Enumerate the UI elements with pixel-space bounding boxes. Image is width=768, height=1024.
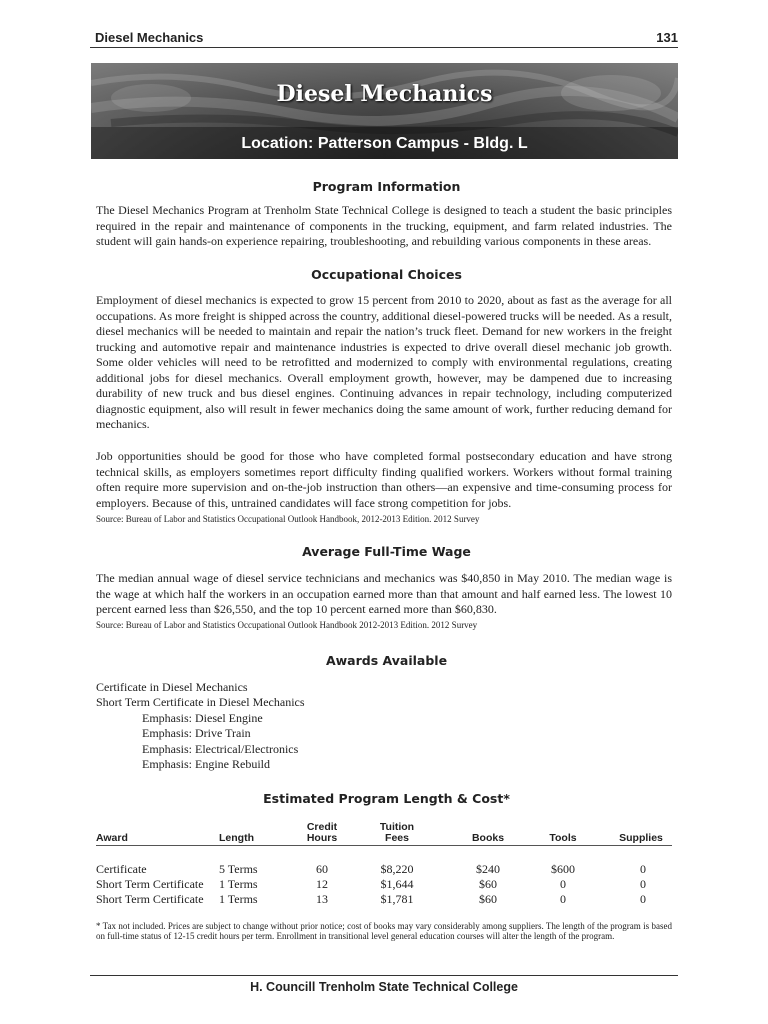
table-header-rule xyxy=(96,845,672,846)
wage-source: Source: Bureau of Labor and Statistics Occupational Outlook Handbook 2012-2013 Edition. 2012 Survey xyxy=(96,620,478,630)
wage-text: The median annual wage of diesel service technicians and mechanics was $40,850 in May 2010. The median wage is the wage at which half the workers in an occupation earned more than that amount and half earned less. The lowest 10 percent earned less than $26,550, and the top 10 percent earned more than $60,830. xyxy=(96,571,672,616)
footer-institution: H. Councill Trenholm State Technical College xyxy=(250,980,518,994)
awards-heading: Awards Available xyxy=(325,653,448,668)
award-emphasis: Emphasis: Diesel Engine xyxy=(142,711,263,725)
header-rule xyxy=(90,47,678,48)
occupational-heading: Occupational Choices xyxy=(311,267,462,282)
col-header-credit-line2: Hours xyxy=(306,832,338,844)
award-item: Certificate in Diesel Mechanics xyxy=(96,680,248,694)
cell-fees: $1,781 xyxy=(380,892,414,906)
col-header-award: Award xyxy=(96,832,128,844)
award-emphasis: Emphasis: Engine Rebuild xyxy=(142,757,270,771)
banner-location: Location: Patterson Campus - Bldg. L xyxy=(241,135,528,152)
award-emphasis: Emphasis: Drive Train xyxy=(142,726,251,740)
cell-length: 1 Terms xyxy=(219,877,258,891)
cost-heading: Estimated Program Length & Cost* xyxy=(263,791,510,806)
award-item: Short Term Certificate in Diesel Mechanics xyxy=(96,695,305,709)
cell-supplies: 0 xyxy=(640,877,646,891)
col-header-tools: Tools xyxy=(549,832,577,844)
cell-hours: 13 xyxy=(316,892,328,906)
cell-supplies: 0 xyxy=(640,892,646,906)
cell-award: Certificate xyxy=(96,862,147,876)
wage-heading: Average Full-Time Wage xyxy=(302,544,471,559)
award-emphasis: Emphasis: Electrical/Electronics xyxy=(142,742,299,756)
cell-award: Short Term Certificate xyxy=(96,877,204,891)
cell-hours: 12 xyxy=(316,877,328,891)
col-header-credit-hours xyxy=(290,822,354,844)
header-page-number: 131 xyxy=(656,30,678,45)
col-header-tuition-line2: Fees xyxy=(385,832,409,844)
cell-tools: 0 xyxy=(560,877,566,891)
program-info-text: The Diesel Mechanics Program at Trenholm State Technical College is designed to teach a student the basic principles required in the repair and maintenance of components in the trucking, equipment, and farm related industries. The student will gain hands-on experience repairing, troubleshooting, and rebuilding various components in these areas. xyxy=(96,203,672,248)
banner-title: Diesel Mechanics xyxy=(276,81,493,107)
cell-fees: $1,644 xyxy=(380,877,414,891)
col-header-length: Length xyxy=(219,832,254,844)
occupational-paragraph-2: Job opportunities should be good for those who have completed formal postsecondary education and have strong technical skills, as employers sometimes report difficulty finding qualified workers. Workers without formal training often require more supervision and on-the-job instruction than others—an expensive and time-consuming process for employers. Because of this, untrained candidates will face strong competition for jobs. xyxy=(96,449,672,510)
cell-award: Short Term Certificate xyxy=(96,892,204,906)
cell-hours: 60 xyxy=(316,862,328,876)
cost-footnote: * Tax not included. Prices are subject to change without prior notice; cost of books may vary considerably among suppliers. The length of the program is based on full-time status of 12-15 credit hours per term. Enrollment in transitional level general education courses will alter the length of the program. xyxy=(96,921,672,941)
cell-tools: 0 xyxy=(560,892,566,906)
cell-tools: $600 xyxy=(551,862,575,876)
cell-supplies: 0 xyxy=(640,862,646,876)
header-section-title: Diesel Mechanics xyxy=(95,30,204,45)
program-banner xyxy=(91,63,678,159)
cell-length: 5 Terms xyxy=(219,862,258,876)
col-header-credit-line1: Credit xyxy=(306,821,338,833)
cell-length: 1 Terms xyxy=(219,892,258,906)
footer-rule xyxy=(90,975,678,976)
cell-books: $60 xyxy=(479,892,497,906)
col-header-tuition-line1: Tuition xyxy=(379,821,415,833)
occupational-paragraph-1: Employment of diesel mechanics is expected to grow 15 percent from 2010 to 2020, about as fast as the average for all occupations. As more freight is shipped across the country, additional diesel-powered trucks will be needed. As a result, diesel mechanics will be needed to maintain and repair the nation’s truck fleet. Demand for new workers in the freight trucking and automotive repair and maintenance industries is expected to drive overall diesel mechanic job growth. Some older vehicles will need to be retrofitted and modernized to comply with environmental regulations, creating additional jobs for diesel mechanics. Overall employment growth, however, may be dampened due to increasing durability of new truck and bus diesel engines. Continuing advances in repair technology, including computerized diagnostic equipment, also will result in fewer mechanics doing the same amount of work, further reducing demand for mechanics. xyxy=(96,293,672,431)
program-info-heading: Program Information xyxy=(312,179,461,194)
col-header-tuition-fees xyxy=(363,822,431,844)
cell-books: $60 xyxy=(479,877,497,891)
col-header-supplies: Supplies xyxy=(619,832,663,844)
occupational-source: Source: Bureau of Labor and Statistics Occupational Outlook Handbook, 2012-2013 Edition. 2012 Survey xyxy=(96,514,480,524)
cell-books: $240 xyxy=(476,862,500,876)
cell-fees: $8,220 xyxy=(380,862,414,876)
col-header-books: Books xyxy=(471,832,505,844)
running-header xyxy=(95,28,678,46)
